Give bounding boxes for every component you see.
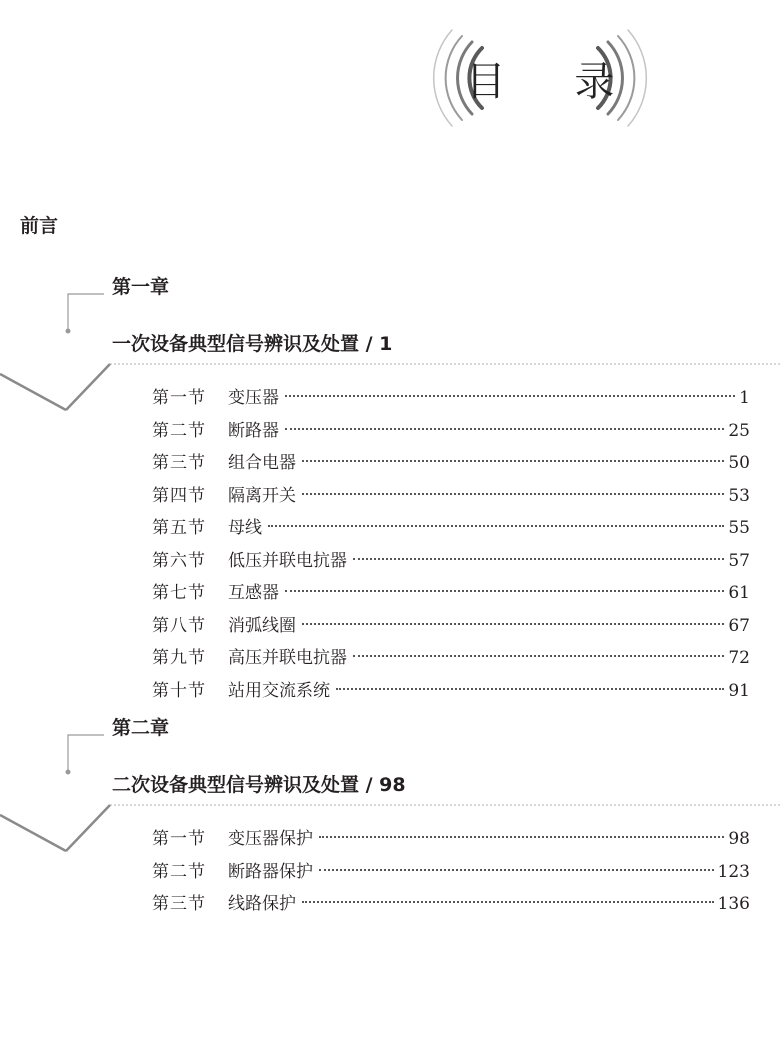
section-number: 第一节 <box>152 388 206 408</box>
toc-entry[interactable] <box>152 512 750 545</box>
page-number: 123 <box>717 861 750 882</box>
toc-entry[interactable] <box>152 415 750 448</box>
dot-leader <box>302 623 724 625</box>
section-name: 低压并联电抗器 <box>228 550 347 571</box>
page-number: 72 <box>728 648 750 668</box>
toc-entry[interactable] <box>152 888 750 921</box>
dot-leader <box>353 655 724 657</box>
toc-entry[interactable] <box>152 382 750 415</box>
toc-entry[interactable] <box>152 856 750 889</box>
section-name: 线路保护 <box>228 894 296 914</box>
chapter-1-title[interactable]: 一次设备典型信号辨识及处置 / 1 <box>112 333 393 355</box>
section-number: 第八节 <box>152 615 206 636</box>
dot-leader <box>285 428 724 430</box>
section-name: 变压器 <box>228 388 279 408</box>
section-name: 断路器保护 <box>228 861 313 882</box>
section-number: 第二节 <box>152 420 206 441</box>
section-number: 第三节 <box>152 894 206 914</box>
chapter-2-sections <box>152 823 750 921</box>
toc-entry[interactable] <box>152 675 750 708</box>
section-name: 变压器保护 <box>228 829 313 849</box>
section-number: 第三节 <box>152 453 206 473</box>
section-number: 第一节 <box>152 829 206 849</box>
section-number: 第四节 <box>152 485 206 506</box>
section-name: 断路器 <box>228 420 279 441</box>
dot-leader <box>268 525 724 527</box>
section-name: 隔离开关 <box>228 485 296 506</box>
dot-leader <box>353 558 724 560</box>
section-name: 组合电器 <box>228 453 296 473</box>
page-number: 91 <box>728 680 750 701</box>
section-number: 第五节 <box>152 518 206 538</box>
section-number: 第十节 <box>152 680 206 701</box>
dot-leader <box>302 460 724 462</box>
page-number: 61 <box>728 583 750 603</box>
toc-title-block <box>420 22 660 134</box>
dot-leader <box>302 901 714 903</box>
dot-leader <box>336 688 724 690</box>
section-number: 第九节 <box>152 648 206 668</box>
section-number: 第二节 <box>152 861 206 882</box>
toc-entry[interactable] <box>152 642 750 675</box>
dot-leader <box>302 493 724 495</box>
toc-entry[interactable] <box>152 823 750 856</box>
section-number: 第六节 <box>152 550 206 571</box>
toc-entry[interactable] <box>152 480 750 513</box>
section-name: 站用交流系统 <box>228 680 330 701</box>
toc-entry[interactable] <box>152 610 750 643</box>
chapter-1-sections <box>152 382 750 707</box>
toc-entry[interactable] <box>152 545 750 578</box>
section-number: 第七节 <box>152 583 206 603</box>
page-number: 50 <box>728 453 750 473</box>
dot-leader <box>319 836 724 838</box>
chapter-2-label: 第二章 <box>112 717 170 739</box>
page-number: 136 <box>717 894 750 914</box>
dot-leader <box>285 590 724 592</box>
page-number: 98 <box>728 829 750 849</box>
section-name: 母线 <box>228 518 262 538</box>
chapter-1-label: 第一章 <box>112 276 170 298</box>
dot-leader <box>285 395 735 397</box>
toc-entry[interactable] <box>152 447 750 480</box>
section-name: 高压并联电抗器 <box>228 648 347 668</box>
page-number: 53 <box>728 485 750 506</box>
page-number: 25 <box>728 420 750 441</box>
section-name: 消弧线圈 <box>228 615 296 636</box>
toc-entry[interactable] <box>152 577 750 610</box>
preface-link[interactable]: 前言 <box>20 215 59 237</box>
page-number: 55 <box>728 518 750 538</box>
dot-leader <box>319 869 714 871</box>
page-number: 57 <box>728 550 750 571</box>
page-number: 67 <box>728 615 750 636</box>
chapter-2-title[interactable]: 二次设备典型信号辨识及处置 / 98 <box>112 774 406 796</box>
section-name: 互感器 <box>228 583 279 603</box>
page-title: 目 录 <box>465 58 643 105</box>
page-number: 1 <box>739 388 750 408</box>
